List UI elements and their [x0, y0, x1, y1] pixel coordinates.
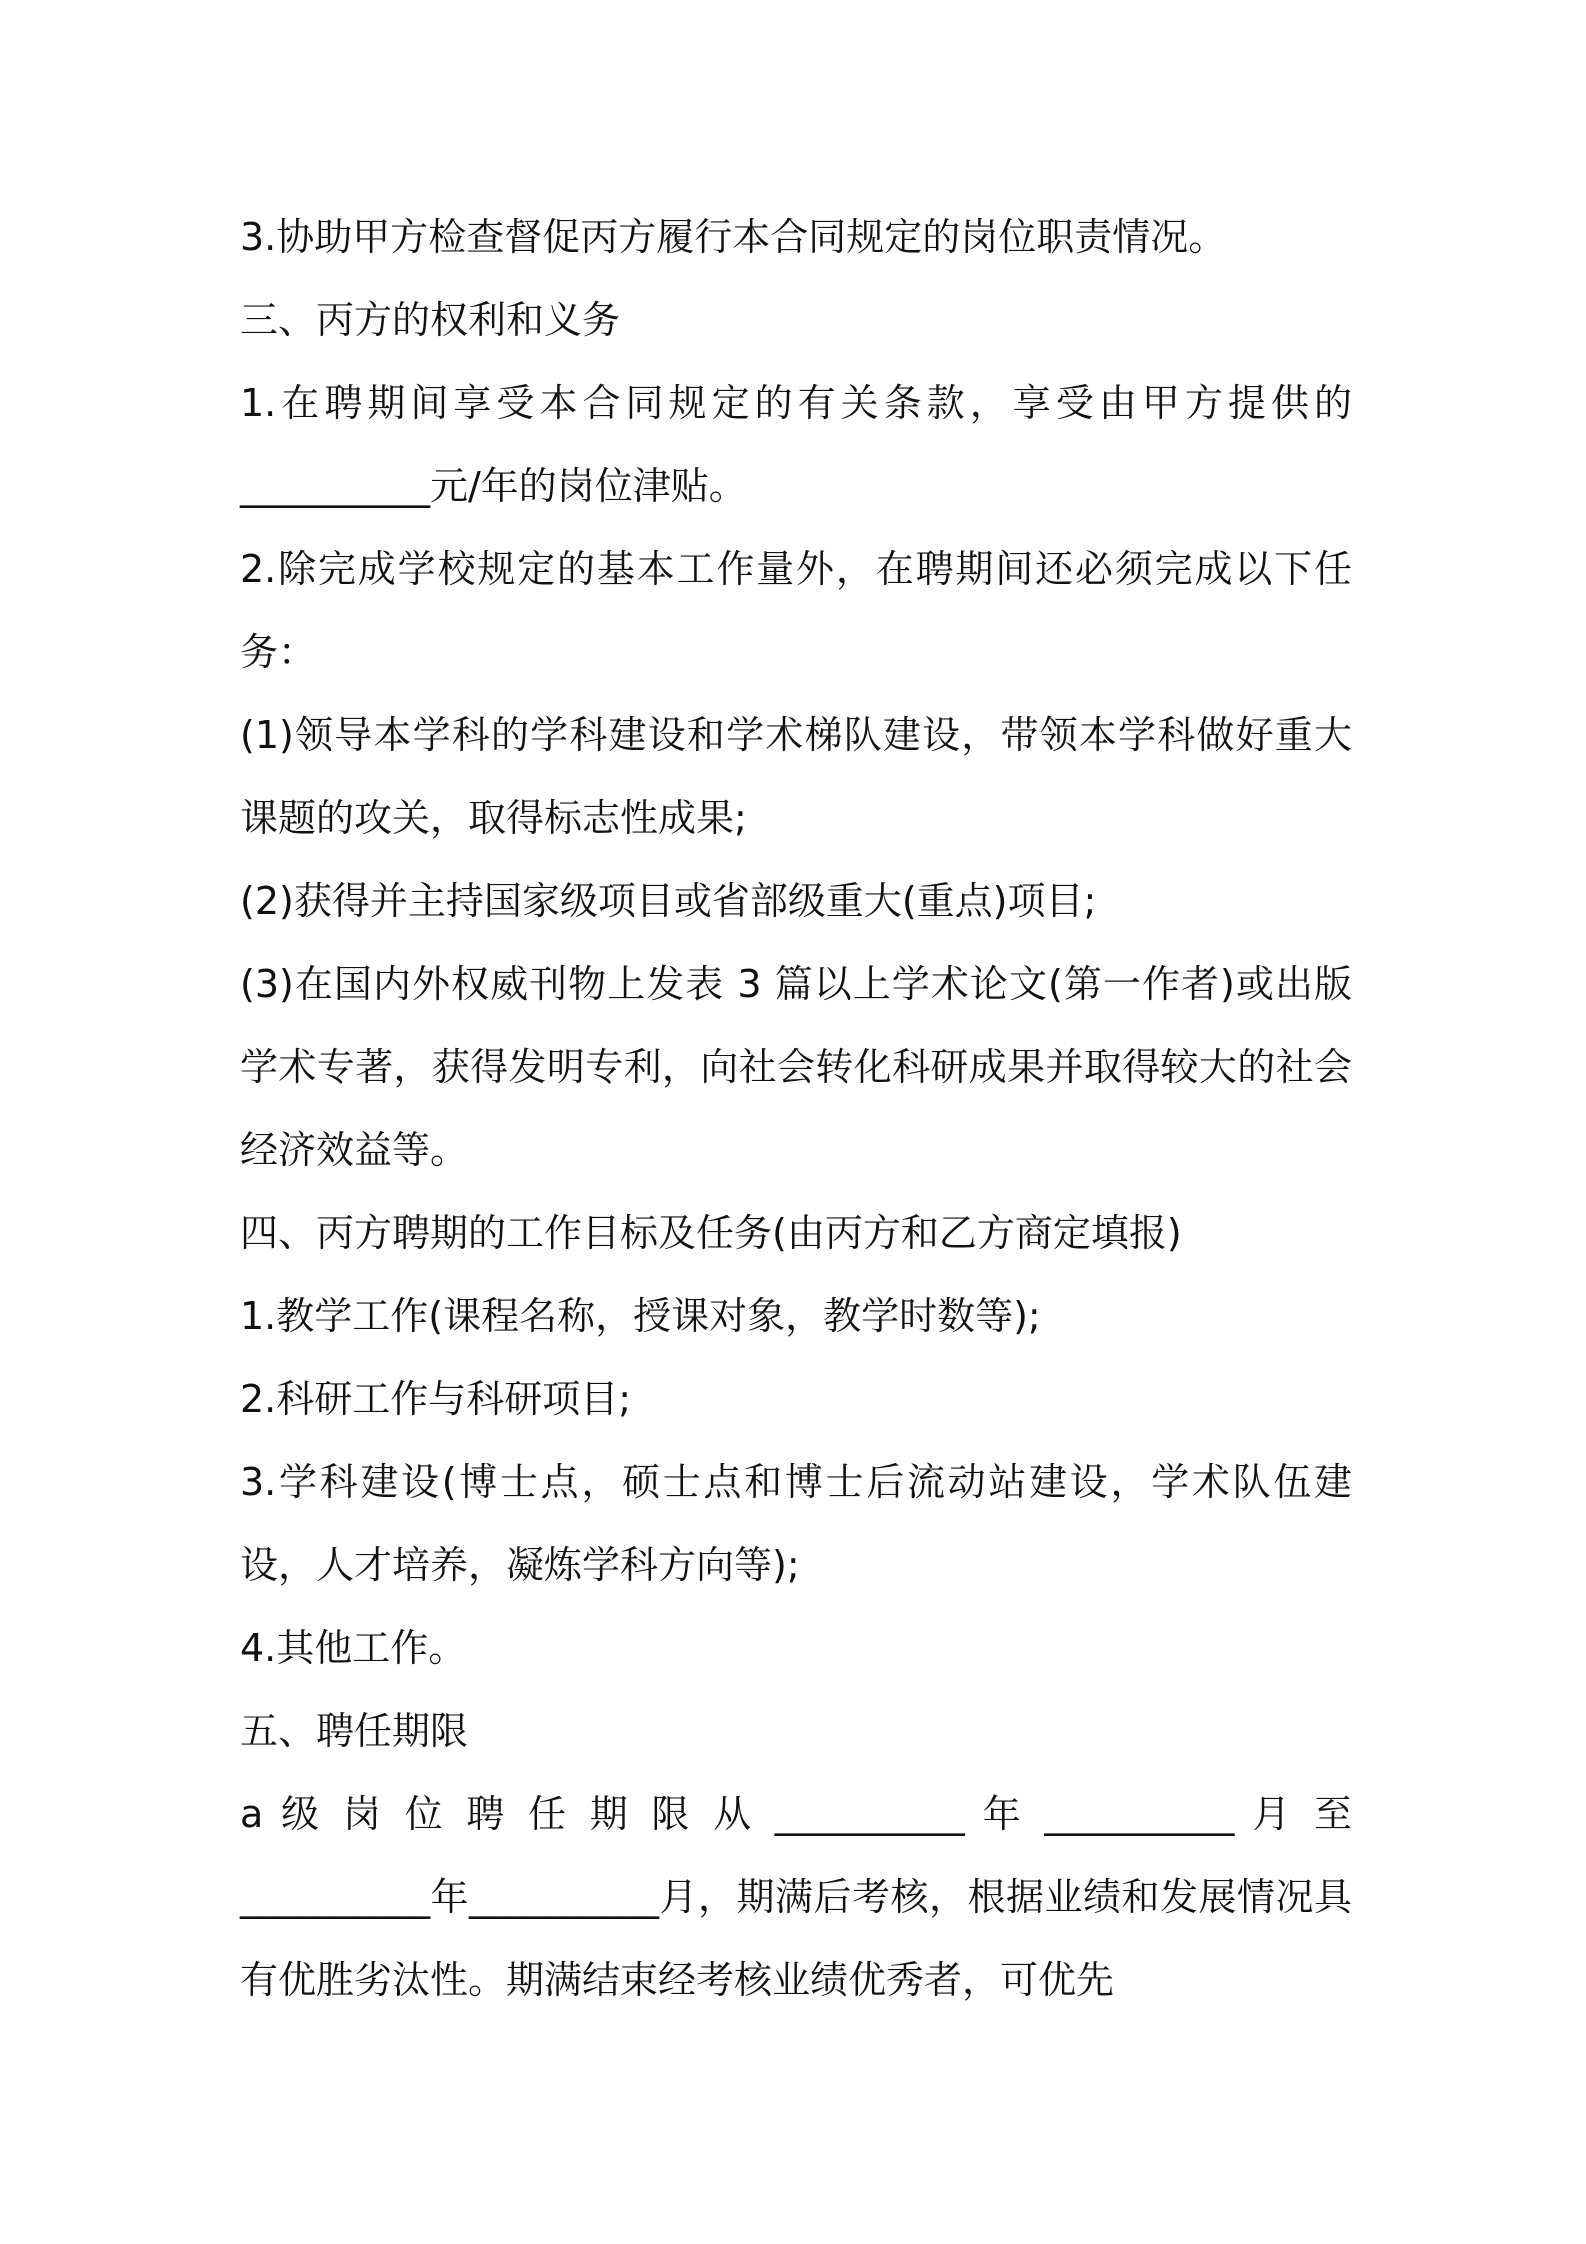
paragraph-goal-teaching: 1.教学工作(课程名称，授课对象，教学时数等); [240, 1294, 1041, 1338]
section-heading-term: 五、聘任期限 [240, 1709, 469, 1753]
paragraph-goal-discipline: 3.学科建设(博士点，硕士点和博士后流动站建设，学术队伍建设，人才培养，凝炼学科方向等); [240, 1460, 1352, 1587]
section-heading-goals-tasks: 四、丙方聘期的工作目标及任务(由丙方和乙方商定填报) [240, 1211, 1182, 1255]
paragraph-task-3: (3)在国内外权威刊物上发表 3 篇以上学术论文(第一作者)或出版学术专著，获得发明专利，向社会转化科研成果并取得较大的社会经济效益等。 [240, 962, 1352, 1172]
paragraph-task-2: (2)获得并主持国家级项目或省部级重大(重点)项目; [240, 879, 1097, 923]
paragraph-task-1: (1)领导本学科的学科建设和学术梯队建设，带领本学科做好重大课题的攻关，取得标志性成果; [240, 713, 1352, 840]
paragraph-right-item-2: 2.除完成学校规定的基本工作量外，在聘期间还必须完成以下任务： [240, 547, 1352, 674]
paragraph-goal-research: 2.科研工作与科研项目; [240, 1377, 632, 1421]
paragraph-term-details: a 级 岗 位 聘 任 期 限 从 __________ 年 __________ 月 至 __________年__________月，期满后考核，根据业绩和发展情况具有优胜劣汰性。期满结束经考核业绩优秀者，可优先 [240, 1792, 1352, 2002]
section-heading-rights-obligations: 三、丙方的权利和义务 [240, 298, 621, 342]
document-body [240, 196, 1352, 2022]
paragraph-duty-item-3: 3.协助甲方检查督促丙方履行本合同规定的岗位职责情况。 [240, 215, 1227, 259]
paragraph-right-item-1: 1.在聘期间享受本合同规定的有关条款，享受由甲方提供的__________元/年的岗位津贴。 [240, 381, 1352, 508]
paragraph-goal-other: 4.其他工作。 [240, 1626, 467, 1670]
